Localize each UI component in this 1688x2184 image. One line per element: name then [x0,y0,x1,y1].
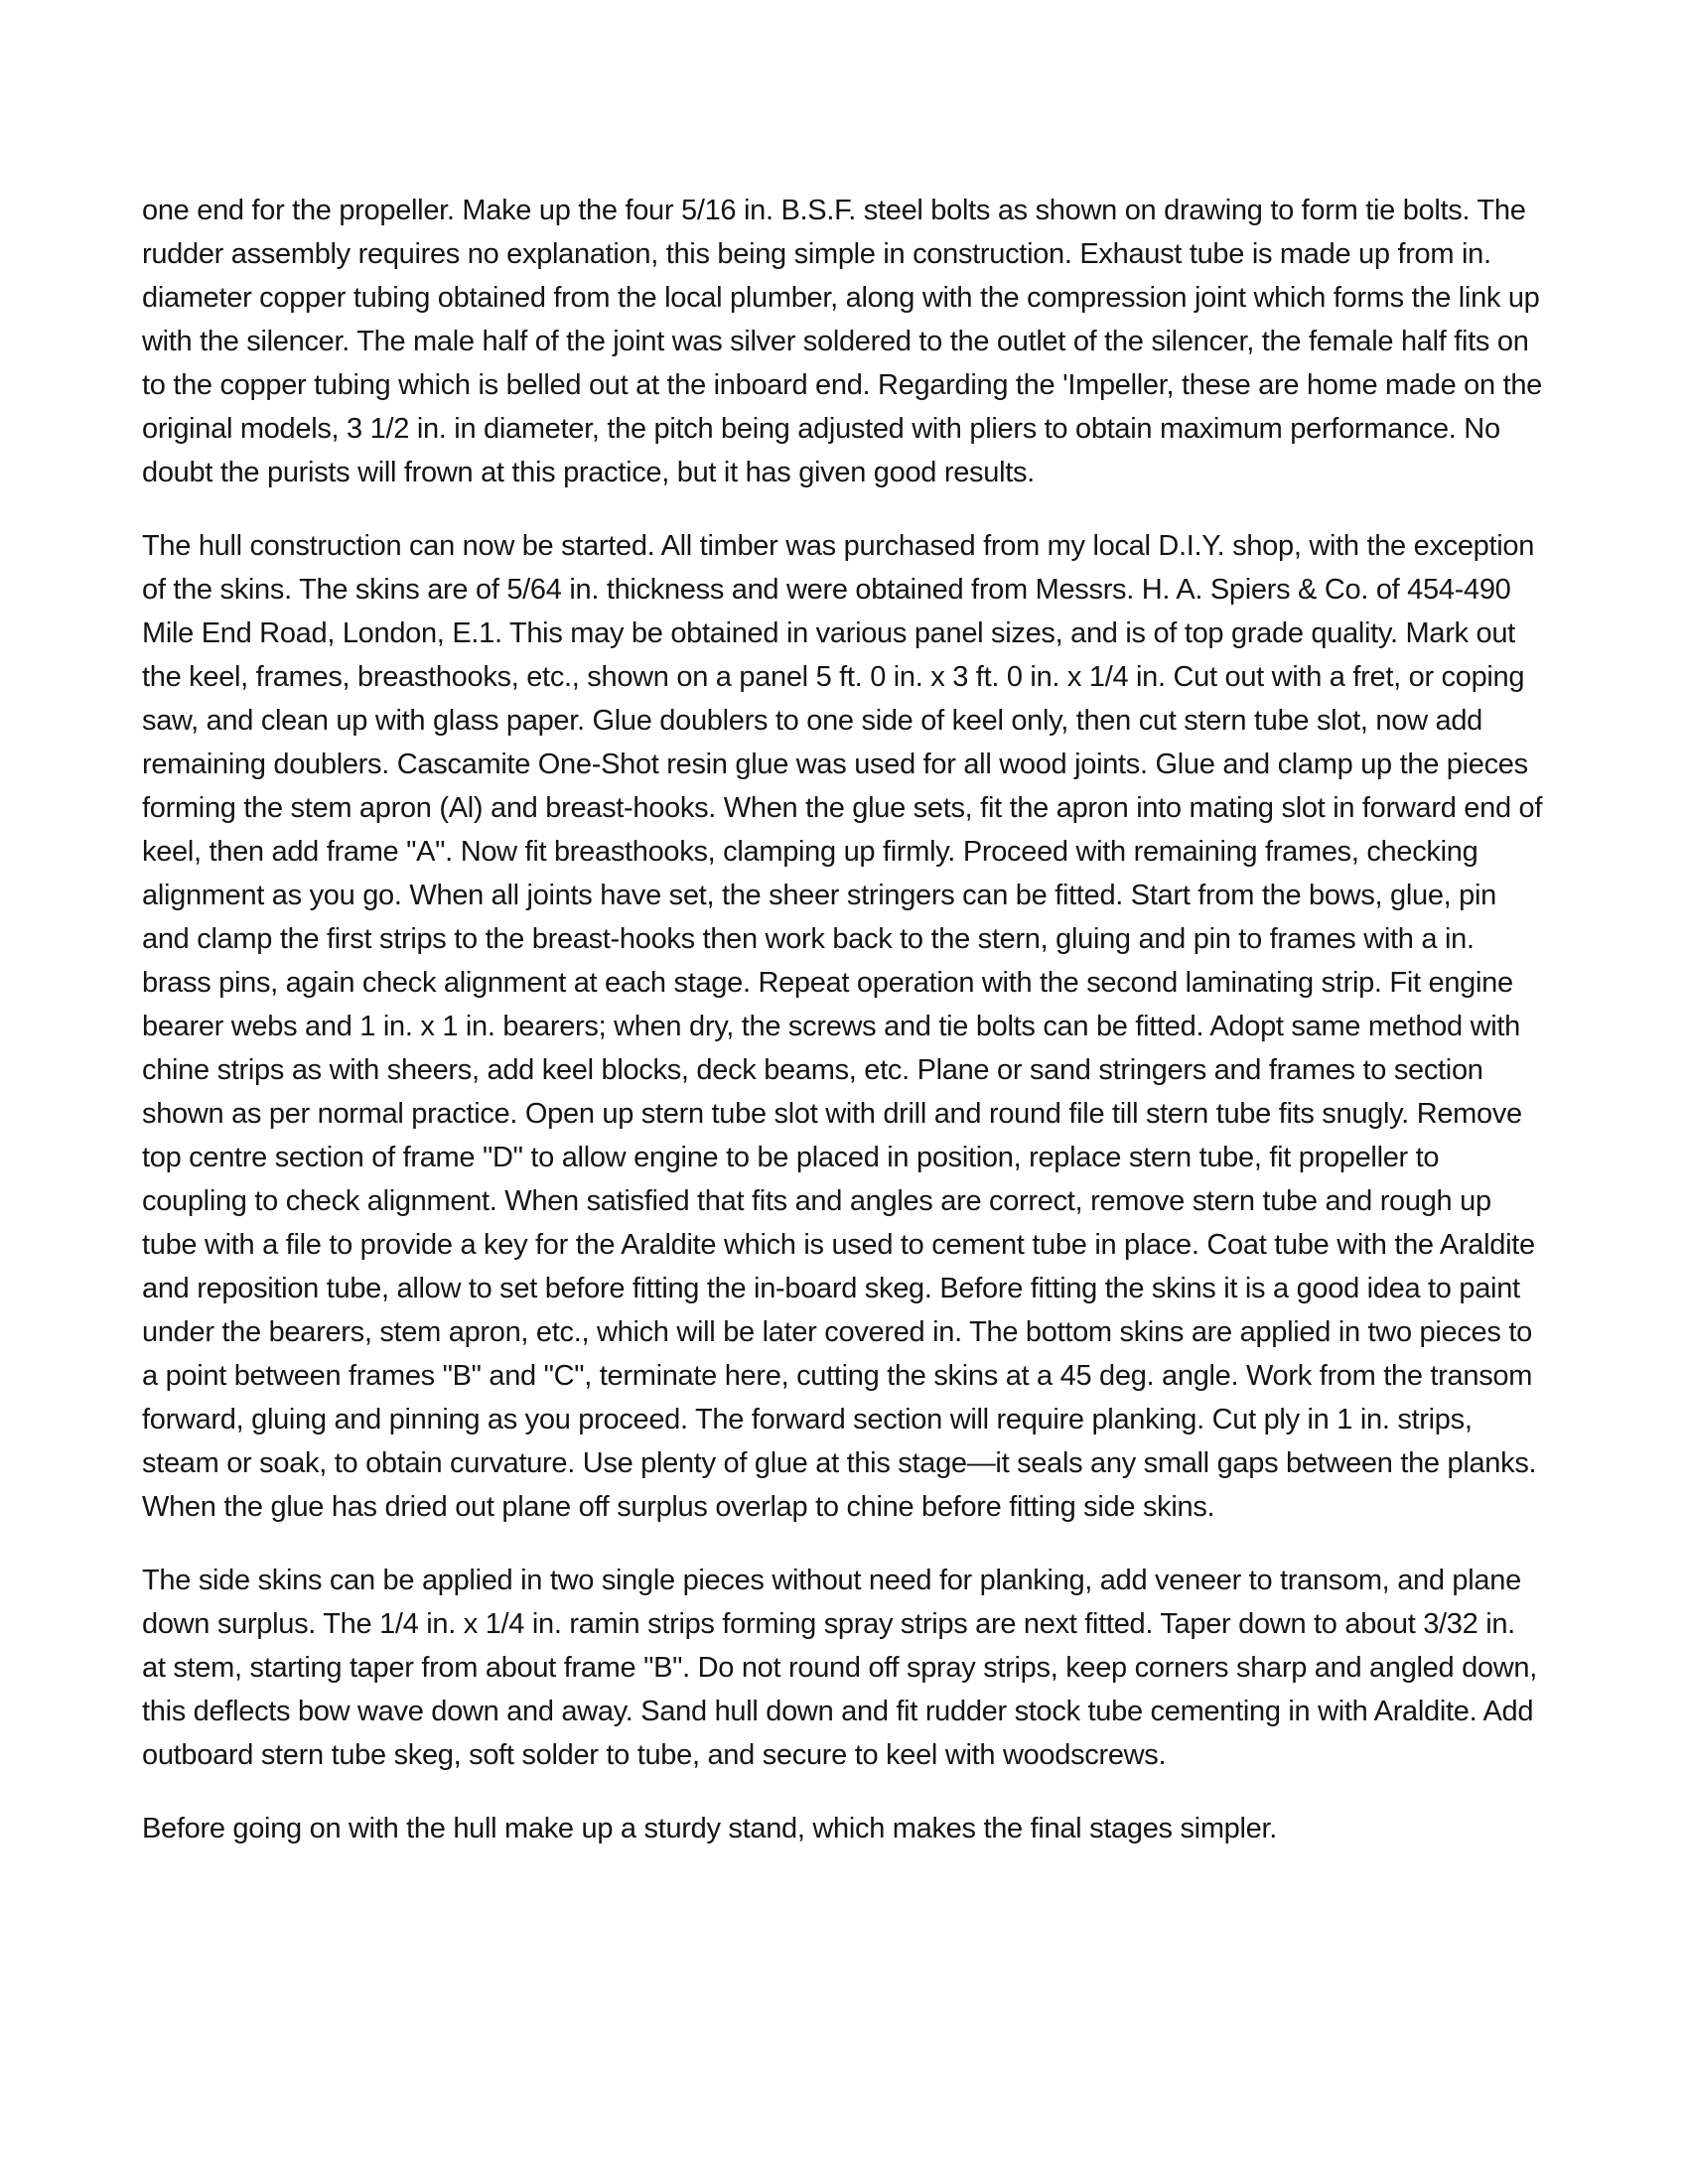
paragraph-2: The hull construction can now be started. All timber was purchased from my local D.I.Y. shop, with the exception of the skins. The skins are of 5/64 in. thickness and were obtained from Messrs. H. A. Spiers & Co. of 454-490 Mile End Road, London, E.1. This may be obtained in various panel sizes, and is of top grade quality. Mark out the keel, frames, breasthooks, etc., shown on a panel 5 ft. 0 in. x 3 ft. 0 in. x 1/4 in. Cut out with a fret, or coping saw, and clean up with glass paper. Glue doublers to one side of keel only, then cut stern tube slot, now add remaining doublers. Cascamite One-Shot resin glue was used for all wood joints. Glue and clamp up the pieces forming the stem apron (Al) and breast-hooks. When the glue sets, fit the apron into mating slot in forward end of keel, then add frame "A". Now fit breasthooks, clamping up firmly. Proceed with remaining frames, checking alignment as you go. When all joints have set, the sheer stringers can be fitted. Start from the bows, glue, pin and clamp the first strips to the breast-hooks then work back to the stern, gluing and pin to frames with a in. brass pins, again check alignment at each stage. Repeat operation with the second laminating strip. Fit engine bearer webs and 1 in. x 1 in. bearers; when dry, the screws and tie bolts can be fitted. Adopt same method with chine strips as with sheers, add keel blocks, deck beams, etc. Plane or sand stringers and frames to section shown as per normal practice. Open up stern tube slot with drill and round file till stern tube fits snugly. Remove top centre section of frame "D" to allow engine to be placed in position, replace stern tube, fit propeller to coupling to check alignment. When satisfied that fits and angles are correct, remove stern tube and rough up tube with a file to provide a key for the Araldite which is used to cement tube in place. Coat tube with the Araldite and reposition tube, allow to set before fitting the in-board skeg. Before fitting the skins it is a good idea to paint under the bearers, stem apron, etc., which will be later covered in. The bottom skins are applied in two pieces to a point between frames "B" and "C", terminate here, cutting the skins at a 45 deg. angle. Work from the transom forward, gluing and pinning as you proceed. The forward section will require planking. Cut ply in 1 in. strips, steam or soak, to obtain curvature. Use plenty of glue at this stage—it seals any small gaps between the planks. When the glue has dried out plane off surplus overlap to chine before fitting side skins. [142,530,1543,1523]
paragraph-3: The side skins can be applied in two single pieces without need for planking, add veneer to transom, and plane down surplus. The 1/4 in. x 1/4 in. ramin strips forming spray strips are next fitted. Taper down to about 3/32 in. at stem, starting taper from about frame "B". Do not round off spray strips, keep corners sharp and angled down, this deflects bow wave down and away. Sand hull down and fit rudder stock tube cementing in with Araldite. Add outboard stern tube skeg, soft solder to tube, and secure to keel with woodscrews. [142,1565,1537,1771]
document-text-body [142,189,1544,1850]
paragraph-4: Before going on with the hull make up a sturdy stand, which makes the final stages simpler. [142,1813,1277,1844]
paragraph-1: one end for the propeller. Make up the four 5/16 in. B.S.F. steel bolts as shown on drawing to form tie bolts. The rudder assembly requires no explanation, this being simple in construction. Exhaust tube is made up from in. diameter copper tubing obtained from the local plumber, along with the compression joint which forms the link up with the silencer. The male half of the joint was silver soldered to the outlet of the silencer, the female half fits on to the copper tubing which is belled out at the inboard end. Regarding the 'Impeller, these are home made on the original models, 3 1/2 in. in diameter, the pitch being adjusted with pliers to obtain maximum performance. No doubt the purists will frown at this practice, but it has given good results. [142,195,1542,488]
